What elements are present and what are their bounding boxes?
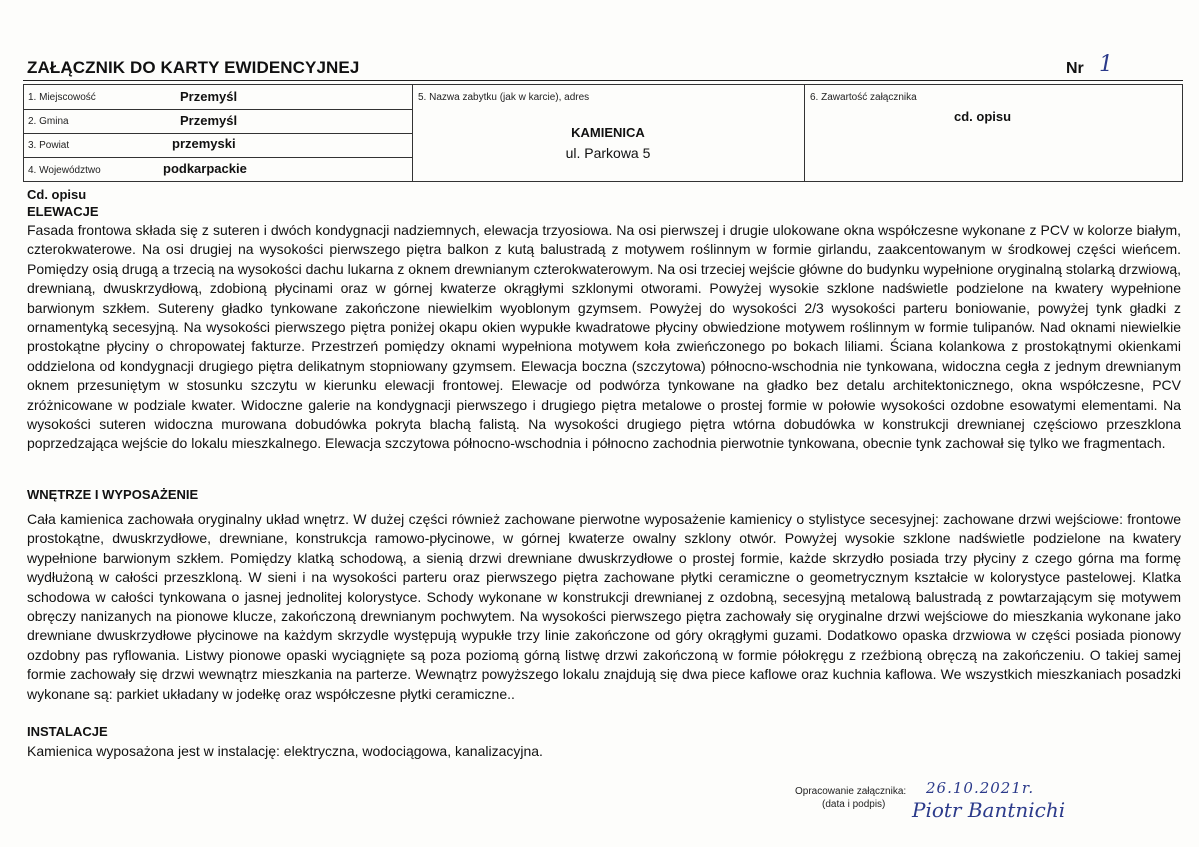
monument-address: ul. Parkowa 5 (565, 145, 651, 161)
wnetrze-text: Cała kamienica zachowała oryginalny układ wnętrz. W dużej części również zachowane pierwotne wyposażenie kamienicy o stylistyce secesyjnej: zachowane drzwi wejściowe: frontowe prostokątne, dwuskrzydłowe, drewniane, konstrukcja ramowo-płycinowe, w górnej kwaterze owalny szklony otwór. Powyżej wysokie szklone nadświetle podzielone na kwatery wypełnione barwionym szkłem. Pomiędzy klatką schodową, a sienią drzwi drewniane dwuskrzydłowe o prostej formie, każde skrzydło posiada trzy płyciny z czego górna ma formę wydłużoną w całości przeszkloną. W sieni i na wysokości parteru oraz pierwszego piętra zachowane płytki ceramiczne o geometrycznym kształcie w kolorystyce pastelowej. Klatka schodowa w całości tynkowana o jasnej jednolitej kolorystyce. Schody wykonane w konstrukcji drewnianej z ozdobną, secesyjną metalową balustradą z powtarzającym się motywem obręczy nanizanych na pionowe klucze, zakończoną drewnianym pochwytem. Na wysokości pierwszego piętra zachowały się oryginalne drzwi wejściowe do mieszkania wykonane jako drewniane dwuskrzydłowe płycinowe na każdym skrzydle występują wypukłe trzy linie zakończone od góry okrągłymi guzami. Dodatkowo opaska drzwiowa w części posiada pionowy ozdobny pas ryflowania. Listwy pionowe opaski wyciągnięte są poza poziomą górną listwę drzwi zakończoną w formie półokręgu z rzeźbioną obręczą na zakończeniu. O takiej samej formie zachowały się drzwi wewnątrz mieszkania na parterze. Wewnątrz powyższego lokalu znajdują się dwa piece kaflowe oraz kuchnia kaflowa. We wszystkich mieszkaniach posadzki wykonane są: parkiet układany w jodełkę oraz współczesne płytki ceramiczne.. (27, 511, 1181, 702)
wojewodztwo-label: 4. Województwo (28, 165, 101, 176)
grid-row-line (24, 157, 412, 158)
elewacje-heading: ELEWACJE (27, 204, 99, 219)
document-title: ZAŁĄCZNIK DO KARTY EWIDENCYJNEJ (27, 58, 360, 77)
footer-label: Opracowanie załącznika: (795, 786, 907, 797)
footer-sublabel: (data i podpis) (822, 799, 886, 810)
zawartosc-label: 6. Zawartość załącznika (810, 92, 917, 103)
wojewodztwo-value: podkarpackie (163, 161, 247, 176)
powiat-value: przemyski (172, 136, 236, 151)
grid-row-line (24, 109, 412, 110)
title-rule (23, 80, 1183, 81)
grid-divider (804, 85, 805, 181)
gmina-value: Przemyśl (180, 113, 238, 128)
nr-label: Nr (1066, 60, 1084, 77)
monument-name: KAMIENICA (571, 125, 645, 140)
gmina-label: 2. Gmina (28, 116, 69, 127)
nazwa-label: 5. Nazwa zabytku (jak w karcie), adres (418, 92, 590, 103)
instalacje-text: Kamienica wyposażona jest w instalację: elektryczna, wodociągowa, kanalizacyjna. (27, 743, 543, 759)
grid-row-line (24, 133, 412, 134)
zawartosc-value: cd. opisu (954, 109, 1012, 124)
nr-value: 1 (1099, 52, 1113, 77)
miejscowosc-label: 1. Miejscowość (28, 92, 96, 103)
powiat-label: 3. Powiat (28, 140, 70, 151)
miejscowosc-value: Przemyśl (180, 89, 238, 104)
instalacje-heading: INSTALACJE (27, 724, 108, 739)
elewacje-text: Fasada frontowa składa się z suteren i dwóch kondygnacji nadziemnych, elewacja trzyosiowa. Na osi pierwszej i drugie ulokowane okna współczesne wykonane z PCV w kolorze białym, czterokwaterowe. Na osi drugiej na wysokości pierwszego piętra balkon z kutą balustradą z motywem roślinnym w formie girlandu, zaakcentowanym w środkowej części wieńcem. Pomiędzy osią drugą a trzecią na wysokości dachu lukarna z oknem drewnianym czterokwaterowym. Na osi trzeciej wejście główne do budynku wypełnione oryginalną stolarką drzwiową, drewnianą, dwuskrzydłową, zdobioną płycinami oraz w górnej kwaterze okrągłymi szklonymi otworami. Powyżej wysokie szklone nadświetle podzielone na kwatery wypełnione barwionym szkłem. Sutereny gładko tynkowane zakończone niewielkim wyoblonym gzymsem. Powyżej do wysokości 2/3 wysokości parteru boniowanie, powyżej tynk gładki z ornamentyką secesyjną. Na wysokości pierwszego piętra poniżej okapu okien wypukłe kwadratowe płyciny obwiedzione motywem roślinnym w formie tulipanów. Nad oknami niewielkie prostokątne płyciny o chropowatej fakturze. Przestrzeń pomiędzy oknami wypełniona motywem koła zwieńczonego po bokach liliami. Ściana kolankowa z prostokątnymi okienkami oddzielona od kondygnacji drugiego piętra delikatnym stopniowany gzymsem. Elewacja boczna (szczytowa) północno-wschodnia nie tynkowana, widoczna cegła z jednym drewnianym oknem przesuniętym w stosunku szczytu w kierunku elewacji frontowej. Elewacje od podwórza tynkowane na gładko bez detalu architektonicznego, okna współczesne, PCV zróżnicowane w podziale kwater. Widoczne galerie na kondygnacji pierwszego i drugiego piętra metalowe o prostej formie w połowie wysokości ozdobne esowatymi elementami. Na wysokości suteren widoczna murowana dobudówka pokryta blachą falistą. Na wysokości drugiego piętra wtórna dobudówka w konstrukcji drewnianej częściowo przeszklona poprzedzająca wejście do lokalu mieszkalnego. Elewacja szczytowa północno-wschodnia i północno zachodnia pierwotnie tynkowana, obecnie tynk zachował się tylko we fragmentach. (27, 222, 1181, 452)
metadata-grid (23, 84, 1183, 182)
handwritten-date: 26.10.2021r. (926, 779, 1035, 797)
handwritten-signature: Piotr Bantnichi (912, 798, 1066, 822)
cd-opisu-heading: Cd. opisu (27, 187, 87, 202)
wnetrze-heading: WNĘTRZE I WYPOSAŻENIE (27, 487, 199, 502)
